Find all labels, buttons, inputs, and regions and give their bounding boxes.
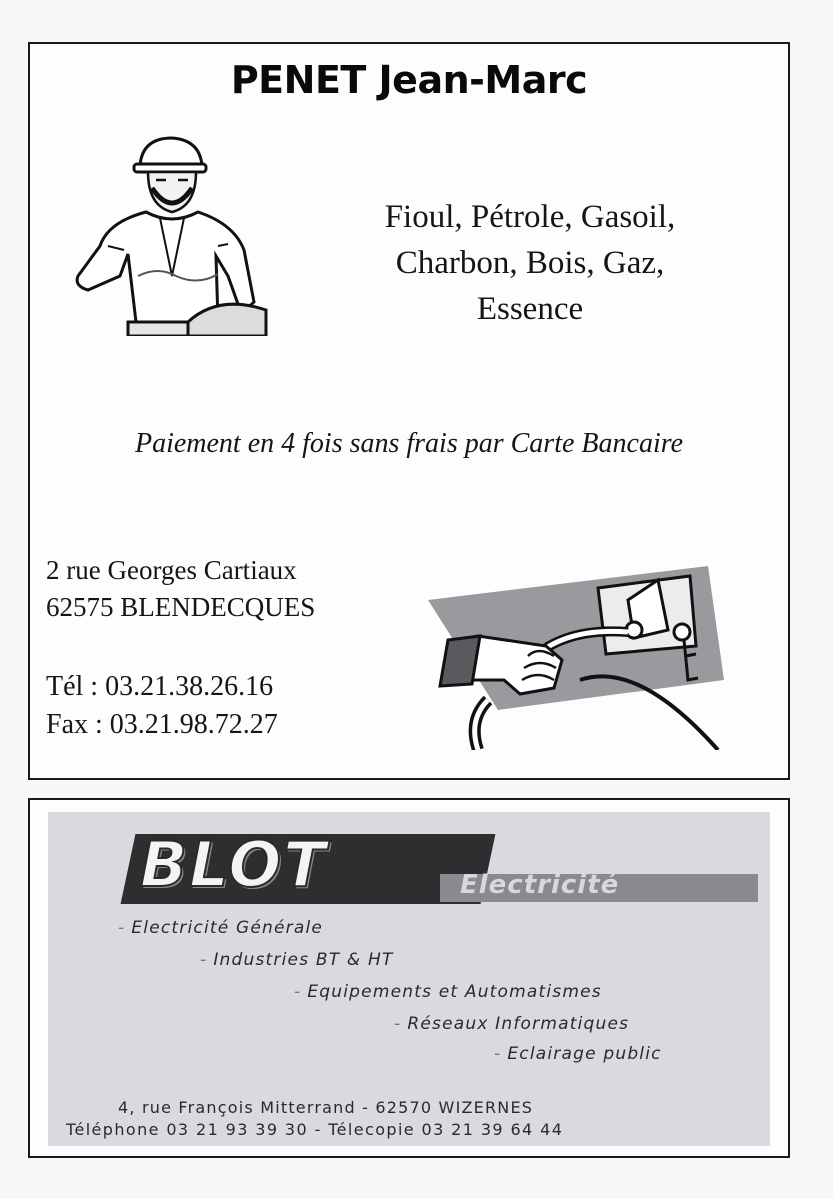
- fax-number: Fax : 03.21.98.72.27: [46, 709, 278, 740]
- product-line: Essence: [476, 291, 584, 327]
- product-list: [320, 194, 740, 332]
- service-label: Electricité Générale: [131, 918, 324, 938]
- blot-advert: [28, 798, 790, 1158]
- service-item: - Industries BT & HT: [200, 950, 394, 970]
- fuel-nozzle-illustration: [428, 560, 728, 750]
- payment-terms: Paiement en 4 fois sans frais par Carte Bancaire: [134, 428, 684, 459]
- service-label: Equipements et Automatismes: [307, 982, 602, 1002]
- blot-address: 4, rue François Mitterrand - 62570 WIZERNES: [118, 1098, 534, 1117]
- address-block: [46, 552, 315, 626]
- service-label: Eclairage public: [507, 1044, 662, 1064]
- service-item: - Electricité Générale: [118, 918, 324, 938]
- service-item: - Réseaux Informatiques: [394, 1014, 630, 1034]
- blot-tagline: Electricité: [460, 870, 620, 900]
- company-name: PENET Jean-Marc: [230, 58, 588, 102]
- penet-advert: [28, 42, 790, 780]
- service-label: Réseaux Informatiques: [407, 1014, 630, 1034]
- blot-advert-panel: [48, 812, 770, 1146]
- address-city: 62575 BLENDECQUES: [46, 592, 316, 622]
- blot-logo: BLOT: [140, 828, 328, 901]
- address-street: 2 rue Georges Cartiaux: [46, 555, 297, 585]
- product-line: Fioul, Pétrole, Gasoil,: [384, 199, 676, 235]
- service-item: - Eclairage public: [494, 1044, 662, 1064]
- service-item: - Equipements et Automatismes: [294, 982, 602, 1002]
- worker-illustration: [68, 126, 268, 336]
- contact-block: [46, 668, 278, 744]
- phone-number: Tél : 03.21.38.26.16: [46, 671, 274, 702]
- blot-phone-fax: Téléphone 03 21 93 39 30 - Télecopie 03 21 39 64 44: [66, 1120, 564, 1139]
- product-line: Charbon, Bois, Gaz,: [395, 245, 665, 281]
- service-label: Industries BT & HT: [213, 950, 394, 970]
